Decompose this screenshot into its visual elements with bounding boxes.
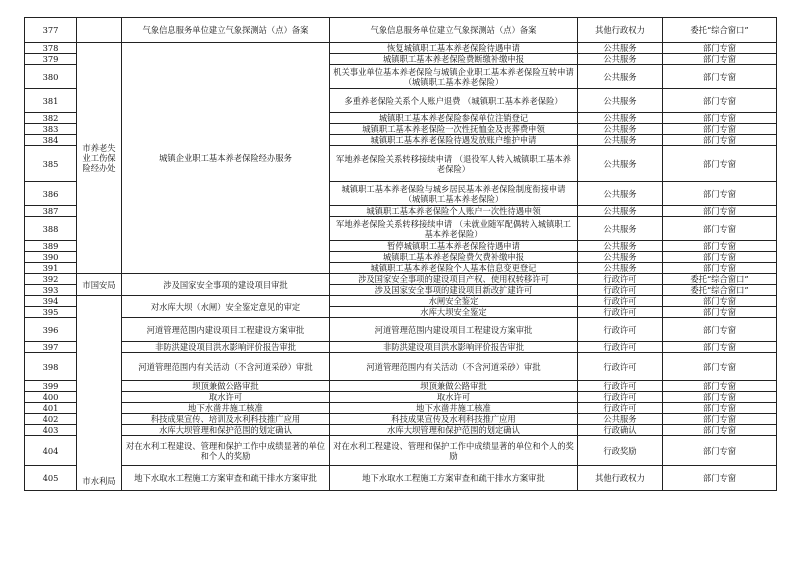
window-note: 部门专窗: [663, 381, 777, 392]
power-type: 行政许可: [578, 285, 663, 296]
sub-item-name: 多重养老保险关系个人账户退费 （城镇职工基本养老保险）: [330, 89, 578, 113]
sub-item-name: 坝顶兼做公路审批: [330, 381, 578, 392]
row-number: 395: [25, 307, 77, 318]
item-name: 非防洪建设项目洪水影响评价报告审批: [122, 342, 330, 353]
window-note: 部门专窗: [663, 353, 777, 381]
table-row: [25, 342, 777, 353]
item-name: 地下水取水工程施工方案审查和疏干排水方案审批: [122, 466, 330, 491]
row-number: 402: [25, 414, 77, 425]
power-type: 行政许可: [578, 403, 663, 414]
row-number: 388: [25, 217, 77, 241]
power-type: 公共服务: [578, 241, 663, 252]
sub-item-name: 城镇职工基本养老保险与城乡居民基本养老保险制度衔接申请 （城镇职工基本养老保险）: [330, 182, 578, 206]
window-note: 部门专窗: [663, 146, 777, 182]
power-type: 公共服务: [578, 414, 663, 425]
row-number: 383: [25, 124, 77, 135]
power-type: 行政许可: [578, 307, 663, 318]
window-note: 委托“综合窗口”: [663, 285, 777, 296]
row-number: 391: [25, 263, 77, 274]
window-note: 部门专窗: [663, 217, 777, 241]
power-type: 公共服务: [578, 217, 663, 241]
table-row: [25, 353, 777, 381]
service-items-table: [24, 17, 777, 491]
power-type: 公共服务: [578, 135, 663, 146]
power-type: 行政许可: [578, 353, 663, 381]
sub-item-name: 河道管理范围内有关活动（不含河道采砂）审批: [330, 353, 578, 381]
row-number: 382: [25, 113, 77, 124]
window-note: 部门专窗: [663, 466, 777, 491]
sub-item-name: 城镇职工基本养老保险参保单位注销登记: [330, 113, 578, 124]
item-name: 对在水利工程建设、管理和保护工作中成绩显著的单位和个人的奖励: [122, 436, 330, 466]
window-note: 部门专窗: [663, 124, 777, 135]
window-note: 部门专窗: [663, 206, 777, 217]
window-note: 部门专窗: [663, 318, 777, 342]
power-type: 公共服务: [578, 252, 663, 263]
power-type: 公共服务: [578, 263, 663, 274]
sub-item-name: 城镇职工基本养老保险一次性抚恤金及丧葬费申领: [330, 124, 578, 135]
table-row: [25, 318, 777, 342]
sub-item-name: 城镇职工基本养老保险待遇发放账户维护申请: [330, 135, 578, 146]
window-note: 部门专窗: [663, 54, 777, 65]
sub-item-name: 城镇职工基本养老保险个人账户一次性待遇申领: [330, 206, 578, 217]
row-number: 393: [25, 285, 77, 296]
power-type: 其他行政权力: [578, 18, 663, 43]
sub-item-name: 水库大坝安全鉴定: [330, 307, 578, 318]
power-type: 行政许可: [578, 318, 663, 342]
table-row: [25, 296, 777, 307]
row-number: 403: [25, 425, 77, 436]
item-name: 坝顶兼做公路审批: [122, 381, 330, 392]
department-cell: [77, 18, 122, 43]
item-name: 河道管理范围内建设项目工程建设方案审批: [122, 318, 330, 342]
sub-item-name: 军地养老保险关系转移接续申请 （退役军人转入城镇职工基本养老保险）: [330, 146, 578, 182]
window-note: 部门专窗: [663, 342, 777, 353]
power-type: 公共服务: [578, 65, 663, 89]
power-type: 公共服务: [578, 43, 663, 54]
row-number: 390: [25, 252, 77, 263]
window-note: 部门专窗: [663, 296, 777, 307]
window-note: 部门专窗: [663, 65, 777, 89]
table-row: [25, 274, 777, 285]
window-note: 部门专窗: [663, 252, 777, 263]
sub-item-name: 水闸安全鉴定: [330, 296, 578, 307]
row-number: 384: [25, 135, 77, 146]
sub-item-name: 地下水凿井施工核准: [330, 403, 578, 414]
window-note: 部门专窗: [663, 89, 777, 113]
power-type: 行政许可: [578, 296, 663, 307]
row-number: 378: [25, 43, 77, 54]
item-name: 气象信息服务单位建立气象探测站（点）备案: [122, 18, 330, 43]
item-name: 科技成果宣传、培训及水利科技推广应用: [122, 414, 330, 425]
window-note: 委托“综合窗口”: [663, 18, 777, 43]
window-note: 部门专窗: [663, 263, 777, 274]
window-note: 部门专窗: [663, 113, 777, 124]
table-row: [25, 43, 777, 54]
row-number: 389: [25, 241, 77, 252]
power-type: 行政奖励: [578, 436, 663, 466]
item-name: 水库大坝管理和保护范围的划定确认: [122, 425, 330, 436]
sub-item-name: 对在水利工程建设、管理和保护工作中成绩显著的单位和个人的奖励: [330, 436, 578, 466]
row-number: 404: [25, 436, 77, 466]
sub-item-name: 气象信息服务单位建立气象探测站（点）备案: [330, 18, 578, 43]
item-name: 河道管理范围内有关活动（不含河道采砂）审批: [122, 353, 330, 381]
sub-item-name: 河道管理范围内建设项目工程建设方案审批: [330, 318, 578, 342]
row-number: 386: [25, 182, 77, 206]
item-name: 取水许可: [122, 392, 330, 403]
sub-item-name: 取水许可: [330, 392, 578, 403]
sub-item-name: 涉及国家安全事项的建设项目产权、使用权转移许可: [330, 274, 578, 285]
table-row: [25, 392, 777, 403]
sub-item-name: 城镇职工基本养老保险个人基本信息变更登记: [330, 263, 578, 274]
row-number: 379: [25, 54, 77, 65]
window-note: 部门专窗: [663, 241, 777, 252]
row-number: 380: [25, 65, 77, 89]
power-type: 公共服务: [578, 124, 663, 135]
table-row: [25, 18, 777, 43]
power-type: 公共服务: [578, 182, 663, 206]
window-note: 部门专窗: [663, 392, 777, 403]
sub-item-name: 科技成果宣传及水利科技推广应用: [330, 414, 578, 425]
row-number: 377: [25, 18, 77, 43]
table-row: [25, 466, 777, 491]
power-type: 行政许可: [578, 381, 663, 392]
row-number: 387: [25, 206, 77, 217]
sub-item-name: 地下水取水工程施工方案审查和疏干排水方案审批: [330, 466, 578, 491]
power-type: 公共服务: [578, 146, 663, 182]
row-number: 401: [25, 403, 77, 414]
table-row: [25, 381, 777, 392]
sub-item-name: 机关事业单位基本养老保险与城镇企业职工基本养老保险互转申请 （城镇职工基本养老保险）: [330, 65, 578, 89]
power-type: 公共服务: [578, 206, 663, 217]
item-name: 涉及国家安全事项的建设项目审批: [122, 274, 330, 296]
power-type: 行政许可: [578, 392, 663, 403]
sub-item-name: 涉及国家安全事项的建设项目新改扩建许可: [330, 285, 578, 296]
window-note: 部门专窗: [663, 414, 777, 425]
table-row: [25, 403, 777, 414]
sub-item-name: 恢复城镇职工基本养老保险待遇申请: [330, 43, 578, 54]
window-note: 部门专窗: [663, 43, 777, 54]
department-cell: 市水利局: [77, 296, 122, 491]
row-number: 405: [25, 466, 77, 491]
window-note: 委托“综合窗口”: [663, 274, 777, 285]
table-row: [25, 414, 777, 425]
row-number: 396: [25, 318, 77, 342]
power-type: 行政许可: [578, 274, 663, 285]
window-note: 部门专窗: [663, 425, 777, 436]
table-row: [25, 425, 777, 436]
window-note: 部门专窗: [663, 436, 777, 466]
item-name: 对水库大坝（水闸）安全鉴定意见的审定: [122, 296, 330, 318]
sub-item-name: 城镇职工基本养老保险费欠费补缴申报: [330, 252, 578, 263]
document-page: [24, 17, 776, 491]
sub-item-name: 水库大坝管理和保护范围的划定确认: [330, 425, 578, 436]
window-note: 部门专窗: [663, 182, 777, 206]
item-name: 地下水凿井施工核准: [122, 403, 330, 414]
row-number: 397: [25, 342, 77, 353]
row-number: 398: [25, 353, 77, 381]
row-number: 400: [25, 392, 77, 403]
power-type: 其他行政权力: [578, 466, 663, 491]
row-number: 394: [25, 296, 77, 307]
power-type: 公共服务: [578, 54, 663, 65]
table-row: [25, 436, 777, 466]
sub-item-name: 暂停城镇职工基本养老保险待遇申请: [330, 241, 578, 252]
row-number: 392: [25, 274, 77, 285]
item-name: 城镇企业职工基本养老保险经办服务: [122, 43, 330, 274]
window-note: 部门专窗: [663, 307, 777, 318]
row-number: 399: [25, 381, 77, 392]
power-type: 行政许可: [578, 342, 663, 353]
row-number: 381: [25, 89, 77, 113]
power-type: 公共服务: [578, 89, 663, 113]
power-type: 公共服务: [578, 113, 663, 124]
sub-item-name: 非防洪建设项目洪水影响评价报告审批: [330, 342, 578, 353]
power-type: 行政确认: [578, 425, 663, 436]
sub-item-name: 军地养老保险关系转移接续申请 （未就业随军配偶转入城镇职工基本养老保险）: [330, 217, 578, 241]
window-note: 部门专窗: [663, 135, 777, 146]
department-cell: 市国安局: [77, 274, 122, 296]
row-number: 385: [25, 146, 77, 182]
department-cell: 市养老失业工伤保险经办处: [77, 43, 122, 274]
window-note: 部门专窗: [663, 403, 777, 414]
sub-item-name: 城镇职工基本养老保险费断缴补缴申报: [330, 54, 578, 65]
